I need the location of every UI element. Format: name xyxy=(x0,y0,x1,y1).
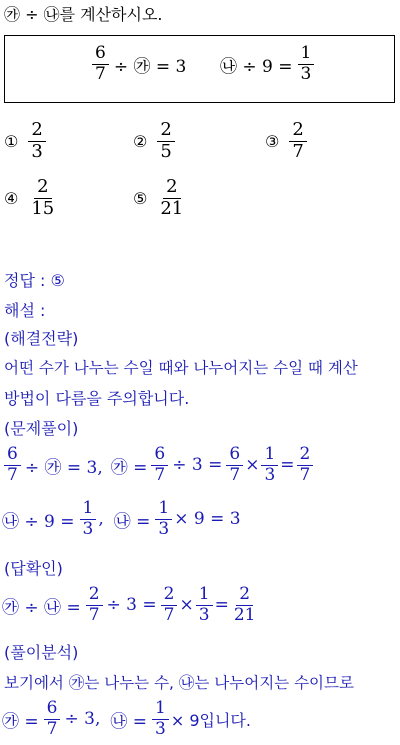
fraction: $\frac{2}{7}$ xyxy=(297,446,314,485)
option-5[interactable] xyxy=(133,178,188,219)
fraction: $\frac{2}{3}$ xyxy=(28,121,45,162)
analysis-line-1: 보기에서 ㉮는 나누는 수, ㉯는 나누어지는 수이므로 xyxy=(4,674,354,692)
option-4[interactable] xyxy=(4,178,59,219)
given-equation-2 xyxy=(220,45,316,84)
analysis-heading: (풀이분석) xyxy=(4,643,79,662)
given-equations-box xyxy=(4,35,395,103)
fraction: $\frac{6}{7}$ xyxy=(151,446,168,485)
strategy-line-1: 어떤 수가 나누는 수일 때와 나누어지는 수일 때 계산 xyxy=(4,359,358,377)
option-number: ④ xyxy=(4,188,19,208)
strategy-heading: (해결전략) xyxy=(4,329,79,348)
option-1[interactable] xyxy=(4,121,48,162)
fraction: $\frac{2}{7}$ xyxy=(86,586,103,625)
answer-text: 정답 : ⑤ xyxy=(4,271,65,290)
question-prompt: ㉮ ÷ ㉯를 계산하시오. xyxy=(4,5,163,24)
fraction: $\frac{6}{7}$ xyxy=(92,45,109,84)
option-number: ② xyxy=(133,131,148,151)
fraction: $\frac{6}{7}$ xyxy=(44,700,61,739)
process-line-1: $\frac{6}{7}$ ÷ ㉮ = 3, ㉮ = $\frac{6}{7}$ ÷ 3 = $\frac{6}{7}$ × $\frac{1}{3}$ = $\frac{2}{7}$ xyxy=(2,446,315,485)
process-heading: (문제풀이) xyxy=(4,419,79,438)
fraction: $\frac{6}{7}$ xyxy=(226,446,243,485)
check-heading: (답확인) xyxy=(4,559,63,578)
fraction: $\frac{2}{5}$ xyxy=(157,121,174,162)
explanation-heading: 해설 : xyxy=(4,301,46,320)
fraction: $\frac{1}{3}$ xyxy=(298,45,315,84)
option-2[interactable] xyxy=(133,121,177,162)
fraction: $\frac{2}{21}$ xyxy=(233,584,256,625)
fraction: $\frac{1}{3}$ xyxy=(152,700,169,739)
strategy-line-2: 방법이 다름을 주의합니다. xyxy=(4,389,190,408)
fraction: $\frac{2}{21}$ xyxy=(160,176,184,219)
option-number: ① xyxy=(4,131,19,151)
equation-text: ÷ ㉮ = 3 xyxy=(113,56,187,77)
analysis-line-2: ㉮ = $\frac{6}{7}$ ÷ 3, ㉯ = $\frac{1}{3}$ × 9입니다. xyxy=(2,698,251,739)
equation-text: ㉯ ÷ 9 = xyxy=(220,56,293,77)
fraction: $\frac{1}{3}$ xyxy=(80,500,97,539)
fraction: $\frac{1}{3}$ xyxy=(155,500,172,539)
option-number: ③ xyxy=(265,131,280,151)
check-line: ㉮ ÷ ㉯ = $\frac{2}{7}$ ÷ 3 = $\frac{2}{7}$ × $\frac{1}{3}$ = $\frac{2}{21}$ xyxy=(2,586,260,625)
fraction: $\frac{2}{7}$ xyxy=(161,586,178,625)
fraction: $\frac{2}{15}$ xyxy=(31,176,55,219)
option-3[interactable] xyxy=(265,121,309,162)
fraction: $\frac{1}{3}$ xyxy=(261,446,278,485)
fraction: $\frac{6}{7}$ xyxy=(4,446,21,485)
fraction: $\frac{1}{3}$ xyxy=(196,586,213,625)
process-line-2: ㉯ ÷ 9 = $\frac{1}{3}$ , ㉯ = $\frac{1}{3}$ × 9 = 3 xyxy=(2,498,241,539)
option-number: ⑤ xyxy=(133,188,148,208)
given-equation-1 xyxy=(90,45,186,84)
fraction: $\frac{2}{7}$ xyxy=(289,121,306,162)
